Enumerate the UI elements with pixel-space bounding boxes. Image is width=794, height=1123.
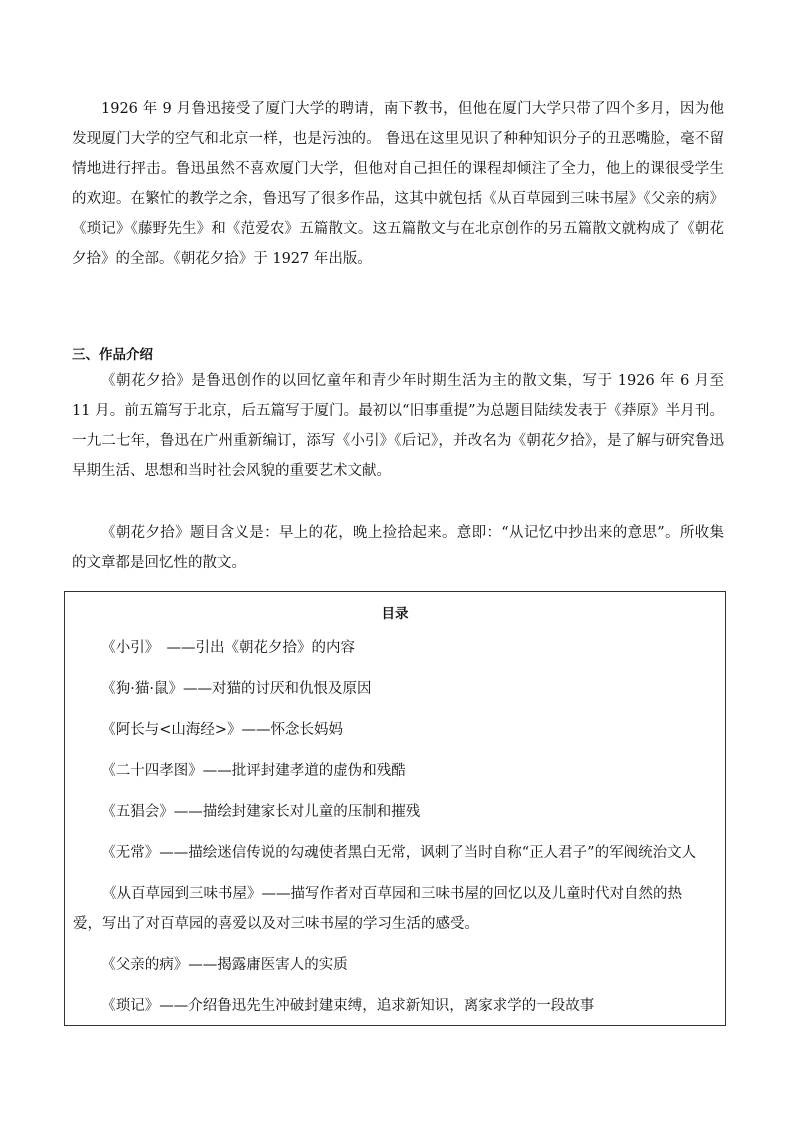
toc-item-text: 《阿长与<山海经>》——怀念长妈妈 [101, 722, 344, 738]
section-heading: 三、作品介绍 [72, 347, 153, 363]
toc-item-xiaoyin [65, 633, 725, 663]
toc-item-text: 《五猖会》——描绘封建家长对儿童的压制和摧残 [101, 804, 421, 820]
toc-item-text: 《父亲的病》——揭露庸医害人的实质 [101, 957, 348, 973]
toc-item-text: 《二十四孝图》——批评封建孝道的虚伪和残酷 [101, 763, 406, 779]
toc-list [65, 633, 725, 1032]
toc-item-text: 《琐记》——介绍鲁迅先生冲破封建束缚，追求新知识，离家求学的一段故事 [101, 998, 595, 1014]
toc-item-text: 《无常》——描绘迷信传说的勾魂使者黑白无常，讽刺了当时自称“正人君子”的军阀统治文人 [101, 845, 697, 861]
toc-item-gou-mao-shu [65, 674, 725, 704]
toc-item-fuqin-de-bing [65, 950, 725, 980]
title-meaning-paragraph: 《朝花夕拾》题目含义是：早上的花，晚上捡拾起来。意即：“从记忆中抄出来的意思”。所收集的文章都是回忆性的散文。 [72, 525, 724, 571]
toc-item-baicaoyuan [65, 879, 725, 939]
toc-item-text: 《从百草园到三味书屋》——描写作者对百草园和三味书屋的回忆以及儿童时代对自然的热爱，写出了对百草园的喜爱以及对三味书屋的学习生活的感受。 [73, 886, 682, 932]
intro-paragraph-xiamen: 1926 年 9 月鲁迅接受了厦门大学的聘请，南下教书，但他在厦门大学只带了四个多月，因为他发现厦门大学的空气和北京一样，也是污浊的。 鲁迅在这里见识了种种知识分子的丑恶嘴脸，毫不留情地进行抨击。鲁迅虽然不喜欢厦门大学，但他对自己担任的课程却倾注了全力，他上的课很受学生的欢迎。在繁忙的教学之余，鲁迅写了很多作品，这其中就包括《从百草园到三味书屋》《父亲的病》《琐记》《藤野先生》和《范爱农》五篇散文。这五篇散文与在北京创作的另五篇散文就构成了《朝花夕拾》的全部。《朝花夕拾》于 1927 年出版。 [72, 101, 724, 267]
toc-item-a-chang [65, 715, 725, 745]
toc-item-text: 《小引》 ——引出《朝花夕拾》的内容 [101, 640, 355, 656]
toc-title: 目录 [381, 606, 409, 622]
toc-item-suoji [65, 991, 725, 1021]
work-intro-paragraph: 《朝花夕拾》是鲁迅创作的以回忆童年和青少年时期生活为主的散文集，写于 1926 年 6 月至 11 月。前五篇写于北京，后五篇写于厦门。最初以“旧事重提”为总题目陆续发表于《莽原》半月刊。一九二七年，鲁迅在广州重新编订，添写《小引》《后记》，并改名为《朝花夕拾》，是了解与研究鲁迅早期生活、思想和当时社会风貌的重要艺术文献。 [72, 373, 724, 479]
toc-item-wuchang [65, 838, 725, 868]
toc-item-text: 《狗·猫·鼠》——对猫的讨厌和仇恨及原因 [101, 681, 372, 697]
toc-item-ershisi-xiao [65, 756, 725, 786]
toc-item-wu-chang-hui [65, 797, 725, 827]
table-of-contents-box [64, 591, 726, 1026]
